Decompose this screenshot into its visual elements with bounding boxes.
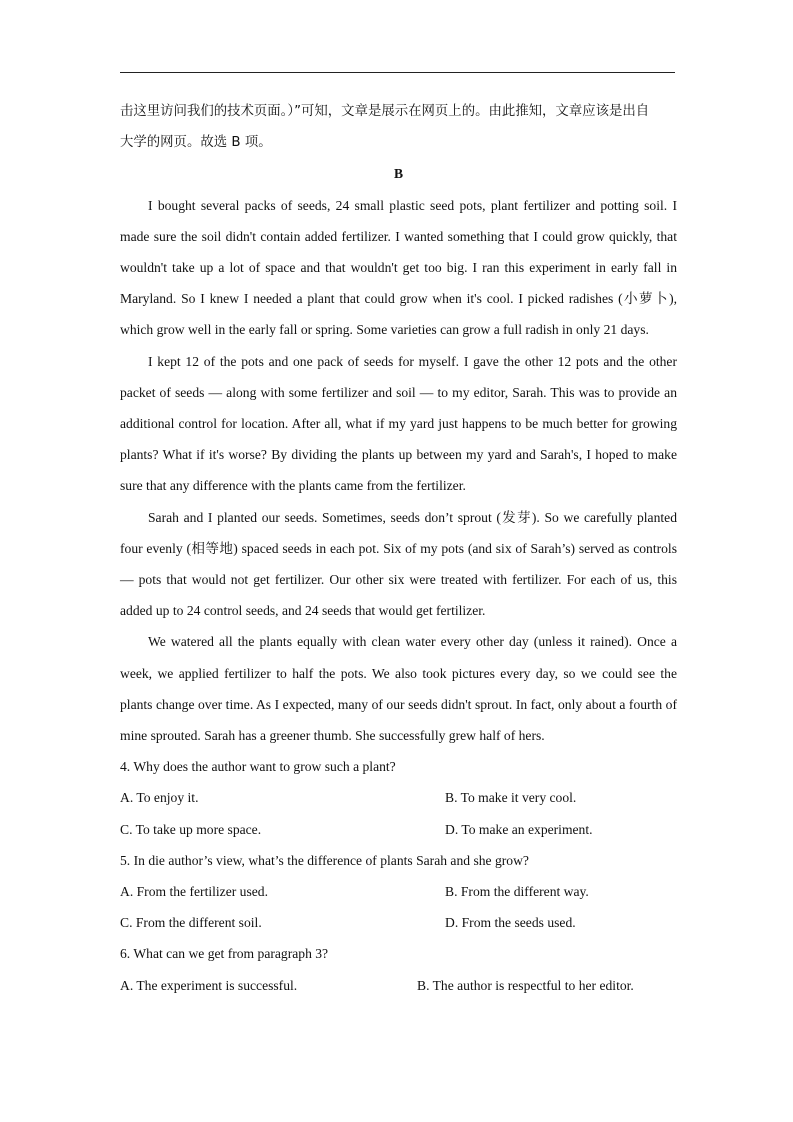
question-4-options-row-2 bbox=[120, 814, 677, 845]
question-4-option-b: B. To make it very cool. bbox=[445, 790, 577, 806]
question-6-options-row-1 bbox=[120, 970, 677, 1001]
question-6-option-a: A. The experiment is successful. bbox=[120, 977, 298, 993]
passage-paragraph-1: I bought several packs of seeds, 24 small plastic seed pots, plant fertilizer and potting soil. I made sure the soil didn't contain added fertilizer. I wanted something that I could grow quickly, that wouldn't take up a lot of space and that wouldn't get too big. I ran this experiment in early fall in Maryland. So I knew I needed a plant that could grow when it's cool. I picked radishes (小萝卜), which grow well in the early fall or spring. Some varieties can grow a full radish in only 21 days. bbox=[120, 197, 677, 338]
intro-line-1: 击这里访问我们的技术页面。）”可知，文章是展示在网页上的。由此推知，文章应该是出自 bbox=[120, 104, 650, 119]
question-4-option-a: A. To enjoy it. bbox=[120, 790, 199, 806]
question-6-option-b: B. The author is respectful to her editor. bbox=[417, 977, 634, 993]
question-5-options-row-1 bbox=[120, 876, 677, 907]
question-5-option-d: D. From the seeds used. bbox=[445, 915, 576, 931]
question-4-option-c: C. To take up more space. bbox=[120, 821, 262, 837]
intro-line-2: 大学的网页。故选 B 项。 bbox=[120, 135, 272, 151]
question-5-option-a: A. From the fertilizer used. bbox=[120, 884, 268, 900]
passage-paragraph-4: We watered all the plants equally with clean water every other day (unless it rained). Once a week, we applied fertilizer to half the pots. We also took pictures every day, so we could see the plants change over time. As I expected, many of our seeds didn't sprout. In fact, only about a fourth of mine sprouted. Sarah has a greener thumb. She successfully grew half of hers. bbox=[120, 634, 677, 744]
header-rule bbox=[120, 72, 675, 73]
question-4-options-row-1 bbox=[120, 782, 677, 813]
passage-paragraph-2: I kept 12 of the pots and one pack of seeds for myself. I gave the other 12 pots and the other packet of seeds — along with some fertilizer and soil — to my editor, Sarah. This was to provide an additional control for location. After all, what if my yard just happens to be much better for growing plants? What if it's worse? By dividing the plants up between my yard and Sarah's, I hoped to make sure that any difference with the plants came from the fertilizer. bbox=[120, 353, 677, 494]
passage-paragraph-3: Sarah and I planted our seeds. Sometimes, seeds don’t sprout (发芽). So we carefully planted four evenly (相等地) spaced seeds in each pot. Six of my pots (and six of Sarah’s) served as controls — pots that would not get fertilizer. Our other six were treated with fertilizer. For each of us, this added up to 24 control seeds, and 24 seeds that would get fertilizer. bbox=[120, 509, 677, 619]
question-5-option-b: B. From the different way. bbox=[445, 884, 589, 900]
section-heading: B bbox=[393, 166, 404, 182]
question-4-option-d: D. To make an experiment. bbox=[445, 821, 593, 837]
question-6-stem: 6. What can we get from paragraph 3? bbox=[120, 946, 329, 962]
document-content bbox=[120, 96, 677, 1001]
question-5-option-c: C. From the different soil. bbox=[120, 915, 262, 931]
question-4-stem: 4. Why does the author want to grow such a plant? bbox=[120, 759, 396, 775]
question-5-stem: 5. In die author’s view, what’s the difference of plants Sarah and she grow? bbox=[120, 852, 529, 868]
question-5-options-row-2 bbox=[120, 907, 677, 938]
